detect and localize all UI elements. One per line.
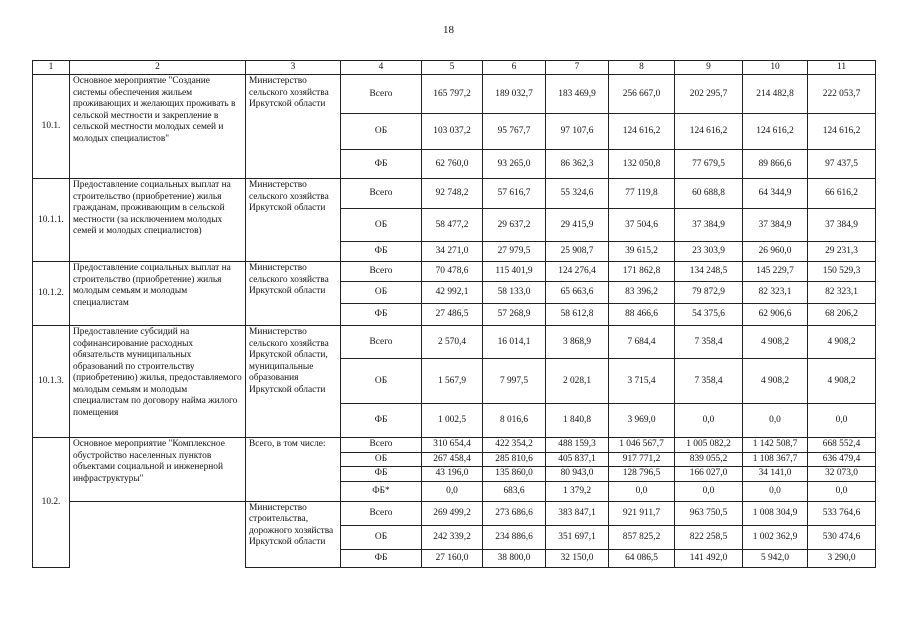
value-cell: 68 206,2	[808, 304, 876, 326]
value-cell: 64 086,5	[609, 549, 675, 567]
value-cell: 0,0	[609, 481, 675, 501]
value-cell: 1 379,2	[546, 481, 609, 501]
page-number: 18	[443, 24, 454, 36]
header-cell: 10	[743, 61, 808, 75]
value-cell: 917 771,2	[609, 452, 675, 466]
value-cell: 921 911,7	[609, 501, 675, 525]
value-cell: 488 159,3	[546, 438, 609, 452]
header-cell: 1	[33, 61, 70, 75]
row-executor: Министерство сельского хозяйства Иркутской области	[246, 262, 341, 326]
funding-kind: ОБ	[341, 282, 422, 304]
row-description: Основное мероприятие "Комплексное обустройство населенных пунктов объектами социальной и инженерной инфраструктуры"	[70, 438, 246, 501]
value-cell: 0,0	[422, 481, 483, 501]
value-cell: 3 868,9	[546, 326, 609, 359]
value-cell: 1 142 508,7	[743, 438, 808, 452]
value-cell: 60 688,8	[675, 179, 743, 209]
header-cell: 9	[675, 61, 743, 75]
value-cell: 54 375,6	[675, 304, 743, 326]
value-cell: 7 684,4	[609, 326, 675, 359]
value-cell: 351 697,1	[546, 525, 609, 549]
value-cell: 171 862,8	[609, 262, 675, 282]
funding-kind: ОБ	[341, 525, 422, 549]
row-code: 10.1.1.	[33, 179, 70, 262]
table-row	[33, 179, 876, 209]
blank-cell	[70, 501, 246, 567]
value-cell: 32 150,0	[546, 549, 609, 567]
value-cell: 39 615,2	[609, 242, 675, 262]
value-cell: 132 050,8	[609, 150, 675, 179]
value-cell: 1 002,5	[422, 404, 483, 438]
value-cell: 145 229,7	[743, 262, 808, 282]
header-cell: 8	[609, 61, 675, 75]
value-cell: 27 979,5	[483, 242, 546, 262]
value-cell: 0,0	[675, 404, 743, 438]
value-cell: 7 997,5	[483, 359, 546, 404]
value-cell: 65 663,6	[546, 282, 609, 304]
value-cell: 83 396,2	[609, 282, 675, 304]
value-cell: 2 028,1	[546, 359, 609, 404]
value-cell: 58 612,8	[546, 304, 609, 326]
value-cell: 42 992,1	[422, 282, 483, 304]
value-cell: 37 384,9	[808, 209, 876, 242]
value-cell: 25 908,7	[546, 242, 609, 262]
funding-kind: Всего	[341, 501, 422, 525]
row-description: Предоставление социальных выплат на строительство (приобретение) жилья молодым семьям и молодым специалистам	[70, 262, 246, 326]
value-cell: 57 268,9	[483, 304, 546, 326]
value-cell: 58 133,0	[483, 282, 546, 304]
row-executor: Министерство сельского хозяйства Иркутской области	[246, 179, 341, 262]
row-executor: Министерство сельского хозяйства Иркутской области, муниципальные образования Иркутской области	[246, 326, 341, 438]
value-cell: 214 482,8	[743, 75, 808, 114]
value-cell: 165 797,2	[422, 75, 483, 114]
value-cell: 1 046 567,7	[609, 438, 675, 452]
row-executor: Всего, в том числе:	[246, 438, 341, 501]
value-cell: 269 499,2	[422, 501, 483, 525]
value-cell: 256 667,0	[609, 75, 675, 114]
table-row	[33, 326, 876, 359]
value-cell: 62 760,0	[422, 150, 483, 179]
value-cell: 32 073,0	[808, 467, 876, 481]
value-cell: 124 616,2	[675, 114, 743, 150]
value-cell: 310 654,4	[422, 438, 483, 452]
table-row	[33, 75, 876, 114]
value-cell: 8 016,6	[483, 404, 546, 438]
value-cell: 267 458,4	[422, 452, 483, 466]
funding-kind: Всего	[341, 326, 422, 359]
funding-kind: ОБ	[341, 209, 422, 242]
value-cell: 1 008 304,9	[743, 501, 808, 525]
value-cell: 134 248,5	[675, 262, 743, 282]
value-cell: 103 037,2	[422, 114, 483, 150]
value-cell: 97 107,6	[546, 114, 609, 150]
value-cell: 29 637,2	[483, 209, 546, 242]
value-cell: 55 324,6	[546, 179, 609, 209]
value-cell: 4 908,2	[808, 359, 876, 404]
header-row	[33, 61, 876, 75]
value-cell: 4 908,2	[743, 359, 808, 404]
value-cell: 668 552,4	[808, 438, 876, 452]
row-executor: Министерство строительства, дорожного хозяйства Иркутской области	[246, 501, 341, 567]
value-cell: 82 323,1	[743, 282, 808, 304]
header-cell: 2	[70, 61, 246, 75]
value-cell: 5 942,0	[743, 549, 808, 567]
header-cell: 6	[483, 61, 546, 75]
funding-kind: Всего	[341, 75, 422, 114]
funding-kind: ФБ	[341, 304, 422, 326]
value-cell: 242 339,2	[422, 525, 483, 549]
value-cell: 62 906,6	[743, 304, 808, 326]
funding-kind: ФБ	[341, 467, 422, 481]
header-cell: 4	[341, 61, 422, 75]
value-cell: 1 108 367,7	[743, 452, 808, 466]
value-cell: 26 960,0	[743, 242, 808, 262]
value-cell: 530 474,6	[808, 525, 876, 549]
value-cell: 80 943,0	[546, 467, 609, 481]
row-code: 10.1.2.	[33, 262, 70, 326]
value-cell: 86 362,3	[546, 150, 609, 179]
funding-kind: ОБ	[341, 359, 422, 404]
header-cell: 11	[808, 61, 876, 75]
funding-kind: ФБ	[341, 404, 422, 438]
funding-kind: Всего	[341, 179, 422, 209]
value-cell: 97 437,5	[808, 150, 876, 179]
budget-table	[32, 60, 876, 568]
value-cell: 7 358,4	[675, 359, 743, 404]
value-cell: 93 265,0	[483, 150, 546, 179]
value-cell: 37 384,9	[743, 209, 808, 242]
value-cell: 683,6	[483, 481, 546, 501]
value-cell: 77 679,5	[675, 150, 743, 179]
value-cell: 57 616,7	[483, 179, 546, 209]
funding-kind: ФБ	[341, 549, 422, 567]
value-cell: 636 479,4	[808, 452, 876, 466]
value-cell: 92 748,2	[422, 179, 483, 209]
value-cell: 7 358,4	[675, 326, 743, 359]
value-cell: 124 276,4	[546, 262, 609, 282]
value-cell: 273 686,6	[483, 501, 546, 525]
value-cell: 16 014,1	[483, 326, 546, 359]
value-cell: 1 005 082,2	[675, 438, 743, 452]
table-row	[33, 262, 876, 282]
value-cell: 222 053,7	[808, 75, 876, 114]
value-cell: 141 492,0	[675, 549, 743, 567]
value-cell: 37 384,9	[675, 209, 743, 242]
value-cell: 64 344,9	[743, 179, 808, 209]
value-cell: 3 290,0	[808, 549, 876, 567]
value-cell: 58 477,2	[422, 209, 483, 242]
funding-kind: ОБ	[341, 114, 422, 150]
value-cell: 234 886,6	[483, 525, 546, 549]
value-cell: 533 764,6	[808, 501, 876, 525]
header-cell: 3	[246, 61, 341, 75]
value-cell: 383 847,1	[546, 501, 609, 525]
value-cell: 115 401,9	[483, 262, 546, 282]
value-cell: 66 616,2	[808, 179, 876, 209]
value-cell: 37 504,6	[609, 209, 675, 242]
value-cell: 70 478,6	[422, 262, 483, 282]
value-cell: 1 840,8	[546, 404, 609, 438]
row-code: 10.1.	[33, 75, 70, 179]
value-cell: 857 825,2	[609, 525, 675, 549]
value-cell: 166 027,0	[675, 467, 743, 481]
value-cell: 88 466,6	[609, 304, 675, 326]
value-cell: 822 258,5	[675, 525, 743, 549]
value-cell: 4 908,2	[808, 326, 876, 359]
funding-kind: Всего	[341, 438, 422, 452]
value-cell: 29 231,3	[808, 242, 876, 262]
row-description: Предоставление субсидий на софинансирование расходных обязательств муниципальных образований по строительству (приобретению) жилья, предоставляемого молодым семьям и молодым специалистам по договору найма жилого помещения	[70, 326, 246, 438]
value-cell: 839 055,2	[675, 452, 743, 466]
value-cell: 1 567,9	[422, 359, 483, 404]
value-cell: 38 800,0	[483, 549, 546, 567]
row-description: Предоставление социальных выплат на строительство (приобретение) жилья гражданам, проживающим в сельской местности (за исключением молодых семей и молодых специалистов)	[70, 179, 246, 262]
value-cell: 0,0	[808, 404, 876, 438]
row-code: 10.1.3.	[33, 326, 70, 438]
value-cell: 82 323,1	[808, 282, 876, 304]
value-cell: 405 837,1	[546, 452, 609, 466]
value-cell: 95 767,7	[483, 114, 546, 150]
value-cell: 3 969,0	[609, 404, 675, 438]
value-cell: 89 866,6	[743, 150, 808, 179]
value-cell: 29 415,9	[546, 209, 609, 242]
header-cell: 7	[546, 61, 609, 75]
value-cell: 77 119,8	[609, 179, 675, 209]
value-cell: 0,0	[743, 404, 808, 438]
value-cell: 3 715,4	[609, 359, 675, 404]
funding-kind: ФБ*	[341, 481, 422, 501]
funding-kind: ОБ	[341, 452, 422, 466]
value-cell: 27 160,0	[422, 549, 483, 567]
row-description: Основное мероприятие "Создание системы обеспечения жильем проживающих и желающих проживать в сельской местности и закрепление в сельской местности молодых семей и молодых специалистов"	[70, 75, 246, 179]
value-cell: 963 750,5	[675, 501, 743, 525]
funding-kind: ФБ	[341, 150, 422, 179]
value-cell: 4 908,2	[743, 326, 808, 359]
value-cell: 285 810,6	[483, 452, 546, 466]
value-cell: 79 872,9	[675, 282, 743, 304]
value-cell: 1 002 362,9	[743, 525, 808, 549]
value-cell: 43 196,0	[422, 467, 483, 481]
value-cell: 189 032,7	[483, 75, 546, 114]
value-cell: 422 354,2	[483, 438, 546, 452]
value-cell: 124 616,2	[609, 114, 675, 150]
row-code: 10.2.	[33, 438, 70, 567]
value-cell: 2 570,4	[422, 326, 483, 359]
row-executor: Министерство сельского хозяйства Иркутской области	[246, 75, 341, 179]
header-cell: 5	[422, 61, 483, 75]
value-cell: 183 469,9	[546, 75, 609, 114]
value-cell: 202 295,7	[675, 75, 743, 114]
funding-kind: Всего	[341, 262, 422, 282]
value-cell: 23 303,9	[675, 242, 743, 262]
table-row	[33, 501, 876, 525]
value-cell: 124 616,2	[743, 114, 808, 150]
value-cell: 0,0	[743, 481, 808, 501]
value-cell: 150 529,3	[808, 262, 876, 282]
value-cell: 27 486,5	[422, 304, 483, 326]
value-cell: 128 796,5	[609, 467, 675, 481]
value-cell: 34 141,0	[743, 467, 808, 481]
value-cell: 135 860,0	[483, 467, 546, 481]
value-cell: 34 271,0	[422, 242, 483, 262]
value-cell: 0,0	[675, 481, 743, 501]
value-cell: 0,0	[808, 481, 876, 501]
table-row	[33, 438, 876, 452]
funding-kind: ФБ	[341, 242, 422, 262]
value-cell: 124 616,2	[808, 114, 876, 150]
